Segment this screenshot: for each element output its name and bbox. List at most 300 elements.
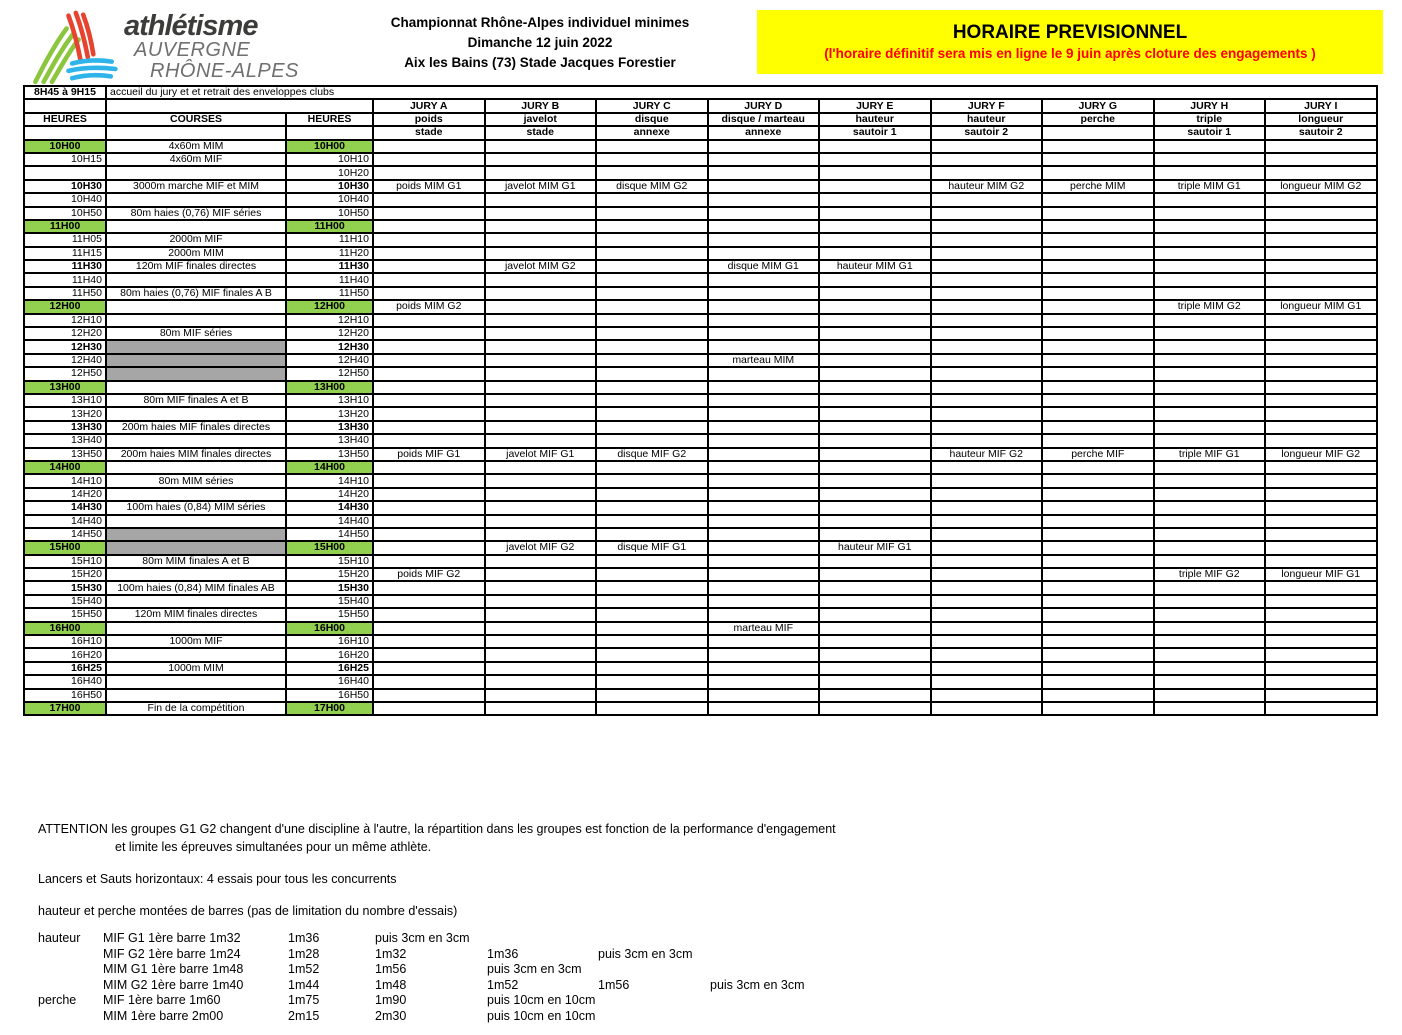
jury-cell xyxy=(1042,367,1154,380)
jury-cell xyxy=(819,394,931,407)
jury-cell xyxy=(931,233,1043,246)
jury-cell xyxy=(485,367,597,380)
bar-event-label: hauteur xyxy=(38,931,81,945)
banner-subtitle: (l'horaire définitif sera mis en ligne le 9 juin après cloture des engagements ) xyxy=(824,46,1316,61)
jury-cell xyxy=(1154,220,1266,233)
schedule-row xyxy=(24,166,1377,179)
empty-cell xyxy=(106,99,373,112)
schedule-row xyxy=(24,381,1377,394)
time-cell-left: 10H00 xyxy=(24,140,106,153)
event-title-block xyxy=(330,13,750,73)
bar-cell: 1m56 xyxy=(598,977,630,992)
jury-cell: poids MIM G2 xyxy=(373,300,485,313)
jury-cell xyxy=(931,287,1043,300)
jury-cell xyxy=(596,635,708,648)
column-header-row xyxy=(24,113,1377,126)
course-cell: 2000m MIM xyxy=(106,247,286,260)
jury-cell xyxy=(1265,233,1377,246)
jury-cell xyxy=(931,407,1043,420)
course-cell: 80m MIM finales A et B xyxy=(106,555,286,568)
logo-text xyxy=(124,12,299,82)
bar-cell xyxy=(710,947,804,963)
jury-cell xyxy=(1042,394,1154,407)
bar-cell: puis 3cm en 3cm xyxy=(375,931,470,945)
jury-cell xyxy=(596,421,708,434)
course-cell: 4x60m MIM xyxy=(106,140,286,153)
jury-cell xyxy=(596,461,708,474)
accueil-row xyxy=(24,86,1377,99)
course-cell xyxy=(106,220,286,233)
jury-cell xyxy=(1265,394,1377,407)
jury-cell xyxy=(819,193,931,206)
jury-cell xyxy=(1154,367,1266,380)
jury-cell xyxy=(708,448,820,461)
jury-cell xyxy=(708,180,820,193)
time-cell-left: 14H00 xyxy=(24,461,106,474)
jury-cell xyxy=(373,488,485,501)
jury-cell xyxy=(1042,581,1154,594)
bar-cell: 2m30 xyxy=(375,1008,407,1023)
time-cell-right: 11H50 xyxy=(286,287,373,300)
schedule-row xyxy=(24,461,1377,474)
jury-event-header: hauteur xyxy=(931,113,1043,126)
jury-cell xyxy=(708,434,820,447)
jury-venue-header: sautoir 2 xyxy=(1265,126,1377,139)
time-cell-right: 16H10 xyxy=(286,635,373,648)
time-cell-left: 16H20 xyxy=(24,648,106,661)
jury-cell xyxy=(819,287,931,300)
time-cell-right: 13H30 xyxy=(286,421,373,434)
jury-cell xyxy=(819,474,931,487)
banner-title: HORAIRE PREVISIONNEL xyxy=(952,22,1188,43)
jury-cell xyxy=(485,140,597,153)
bar-cell: 1m36 xyxy=(487,946,519,961)
jury-cell xyxy=(485,421,597,434)
jury-cell xyxy=(708,300,820,313)
jury-cell xyxy=(931,662,1043,675)
jury-cell xyxy=(819,354,931,367)
jury-cell xyxy=(373,555,485,568)
jury-cell xyxy=(819,702,931,715)
jury-cell xyxy=(1154,581,1266,594)
time-cell-left: 15H00 xyxy=(24,541,106,554)
schedule-row xyxy=(24,675,1377,688)
schedule-row xyxy=(24,568,1377,581)
schedule-row xyxy=(24,327,1377,340)
jury-cell xyxy=(1265,421,1377,434)
jury-cell xyxy=(1042,675,1154,688)
jury-cell xyxy=(708,595,820,608)
jury-cell xyxy=(1154,474,1266,487)
jury-cell xyxy=(596,367,708,380)
jury-cell xyxy=(373,327,485,340)
jury-cell xyxy=(708,327,820,340)
jury-cell xyxy=(819,608,931,621)
bar-cell: 1m32 xyxy=(375,946,407,961)
jury-cell xyxy=(596,314,708,327)
jury-cell xyxy=(1265,528,1377,541)
jury-cell xyxy=(1154,354,1266,367)
heures-left-header: HEURES xyxy=(24,113,106,126)
course-cell: 120m MIM finales directes xyxy=(106,608,286,621)
jury-cell xyxy=(1154,421,1266,434)
jury-cell xyxy=(596,381,708,394)
jury-cell xyxy=(819,367,931,380)
jury-cell: perche MIM xyxy=(1042,180,1154,193)
jury-cell xyxy=(1265,474,1377,487)
jury-cell xyxy=(485,635,597,648)
jury-cell xyxy=(596,648,708,661)
jury-name-header: JURY H xyxy=(1154,99,1266,112)
schedule-row xyxy=(24,434,1377,447)
note-lancers: Lancers et Sauts horizontaux: 4 essais pour tous les concurrents xyxy=(38,872,397,886)
jury-cell xyxy=(1042,461,1154,474)
bar-cell xyxy=(598,962,710,978)
course-cell xyxy=(106,434,286,447)
jury-cell xyxy=(1154,314,1266,327)
jury-cell xyxy=(1042,608,1154,621)
schedule-row xyxy=(24,340,1377,353)
jury-cell xyxy=(1154,662,1266,675)
time-cell-left: 16H10 xyxy=(24,635,106,648)
jury-cell xyxy=(1265,407,1377,420)
time-cell-right: 14H20 xyxy=(286,488,373,501)
jury-cell xyxy=(1265,207,1377,220)
jury-cell xyxy=(373,515,485,528)
jury-cell xyxy=(485,207,597,220)
bar-cell xyxy=(598,993,710,1009)
time-cell-right: 10H20 xyxy=(286,166,373,179)
jury-cell xyxy=(931,648,1043,661)
jury-cell xyxy=(1265,314,1377,327)
jury-cell xyxy=(708,555,820,568)
jury-cell xyxy=(819,568,931,581)
jury-cell xyxy=(819,314,931,327)
empty-cell xyxy=(106,126,286,139)
jury-cell xyxy=(485,555,597,568)
jury-cell xyxy=(708,689,820,702)
jury-cell xyxy=(1154,648,1266,661)
course-cell: 80m haies (0,76) MIF séries xyxy=(106,207,286,220)
time-cell-right: 15H30 xyxy=(286,581,373,594)
jury-cell xyxy=(485,273,597,286)
jury-cell xyxy=(1042,407,1154,420)
jury-cell xyxy=(373,233,485,246)
jury-cell xyxy=(819,233,931,246)
jury-cell xyxy=(485,474,597,487)
time-cell-right: 13H40 xyxy=(286,434,373,447)
jury-cell xyxy=(1154,153,1266,166)
jury-cell xyxy=(708,501,820,514)
jury-cell: javelot MIM G2 xyxy=(485,260,597,273)
jury-cell xyxy=(1154,622,1266,635)
bar-cell xyxy=(487,931,598,947)
jury-cell xyxy=(1042,528,1154,541)
jury-cell xyxy=(1265,608,1377,621)
course-cell: 2000m MIF xyxy=(106,233,286,246)
jury-cell xyxy=(931,207,1043,220)
jury-cell xyxy=(1265,140,1377,153)
jury-cell xyxy=(596,394,708,407)
bar-cell: 1m28 xyxy=(288,946,320,961)
jury-cell xyxy=(373,528,485,541)
jury-cell xyxy=(485,622,597,635)
jury-cell xyxy=(1042,314,1154,327)
schedule-row xyxy=(24,421,1377,434)
jury-cell xyxy=(1042,702,1154,715)
jury-cell xyxy=(485,515,597,528)
jury-cell xyxy=(1042,207,1154,220)
jury-cell: poids MIM G1 xyxy=(373,180,485,193)
jury-cell xyxy=(819,407,931,420)
jury-cell: perche MIF xyxy=(1042,448,1154,461)
jury-cell xyxy=(1265,595,1377,608)
jury-name-header: JURY F xyxy=(931,99,1043,112)
jury-cell xyxy=(1154,541,1266,554)
jury-cell xyxy=(373,140,485,153)
jury-cell xyxy=(931,394,1043,407)
jury-event-header: javelot xyxy=(485,113,597,126)
course-cell: 1000m MIF xyxy=(106,635,286,648)
jury-cell xyxy=(485,568,597,581)
jury-cell: marteau MIM xyxy=(708,354,820,367)
jury-cell xyxy=(931,541,1043,554)
jury-cell xyxy=(1265,461,1377,474)
jury-cell xyxy=(708,193,820,206)
jury-cell xyxy=(373,702,485,715)
course-cell: 200m haies MIM finales directes xyxy=(106,448,286,461)
course-cell xyxy=(106,300,286,313)
jury-cell xyxy=(596,474,708,487)
bar-cell: MIM G1 1ère barre 1m48 xyxy=(103,962,244,977)
jury-cell xyxy=(708,461,820,474)
jury-cell xyxy=(373,407,485,420)
jury-cell xyxy=(1265,327,1377,340)
bar-cell: MIM 1ère barre 2m00 xyxy=(103,1008,224,1023)
jury-cell xyxy=(1265,193,1377,206)
schedule-table xyxy=(23,85,1378,716)
time-cell-left xyxy=(24,166,106,179)
jury-cell xyxy=(1154,515,1266,528)
schedule-row xyxy=(24,608,1377,621)
jury-cell xyxy=(708,608,820,621)
jury-cell xyxy=(485,675,597,688)
jury-cell xyxy=(708,568,820,581)
jury-event-header: hauteur xyxy=(819,113,931,126)
time-cell-left: 13H30 xyxy=(24,421,106,434)
schedule-row xyxy=(24,287,1377,300)
bar-row xyxy=(38,993,804,1009)
jury-cell xyxy=(1042,622,1154,635)
jury-cell xyxy=(1042,260,1154,273)
jury-cell xyxy=(1154,340,1266,353)
course-cell xyxy=(106,407,286,420)
jury-cell xyxy=(373,689,485,702)
bar-cell: puis 3cm en 3cm xyxy=(598,946,693,961)
jury-cell xyxy=(931,220,1043,233)
jury-cell xyxy=(373,635,485,648)
time-cell-right: 12H50 xyxy=(286,367,373,380)
bar-event-label xyxy=(38,1009,103,1025)
jury-cell xyxy=(485,407,597,420)
course-cell: 3000m marche MIF et MIM xyxy=(106,180,286,193)
time-cell-left: 12H20 xyxy=(24,327,106,340)
jury-venue-row xyxy=(24,126,1377,139)
jury-cell: triple MIM G2 xyxy=(1154,300,1266,313)
schedule-row xyxy=(24,515,1377,528)
jury-cell: hauteur MIM G1 xyxy=(819,260,931,273)
jury-cell xyxy=(1042,421,1154,434)
time-cell-right: 14H40 xyxy=(286,515,373,528)
jury-cell xyxy=(373,193,485,206)
empty-cell xyxy=(24,126,106,139)
logo-word-athletisme: athlétisme xyxy=(124,10,258,42)
jury-cell xyxy=(819,555,931,568)
jury-cell xyxy=(596,595,708,608)
jury-cell xyxy=(485,394,597,407)
jury-cell xyxy=(931,367,1043,380)
bar-heights-table xyxy=(38,931,804,1025)
bar-cell xyxy=(710,993,804,1009)
time-cell-right: 15H10 xyxy=(286,555,373,568)
time-cell-left: 12H30 xyxy=(24,340,106,353)
jury-cell xyxy=(708,662,820,675)
bar-cell: 1m48 xyxy=(375,977,407,992)
jury-cell xyxy=(373,273,485,286)
jury-cell xyxy=(819,461,931,474)
jury-venue-header: stade xyxy=(485,126,597,139)
jury-cell xyxy=(485,220,597,233)
jury-cell xyxy=(1042,434,1154,447)
jury-cell xyxy=(708,474,820,487)
event-title: Championnat Rhône-Alpes individuel minimes xyxy=(390,15,690,30)
course-cell: 80m MIM séries xyxy=(106,474,286,487)
jury-cell xyxy=(819,153,931,166)
jury-cell xyxy=(373,675,485,688)
jury-event-header: triple xyxy=(1154,113,1266,126)
jury-cell: hauteur MIF G1 xyxy=(819,541,931,554)
jury-cell xyxy=(819,581,931,594)
jury-cell xyxy=(596,689,708,702)
jury-cell xyxy=(485,153,597,166)
jury-cell xyxy=(1265,541,1377,554)
course-cell xyxy=(106,354,286,367)
jury-cell xyxy=(1154,501,1266,514)
jury-cell: javelot MIF G1 xyxy=(485,448,597,461)
time-cell-left: 16H00 xyxy=(24,622,106,635)
jury-cell xyxy=(819,180,931,193)
jury-cell xyxy=(596,515,708,528)
jury-cell xyxy=(373,314,485,327)
jury-cell xyxy=(373,434,485,447)
schedule-row xyxy=(24,260,1377,273)
horaire-previsionnel-banner xyxy=(757,10,1383,74)
jury-cell xyxy=(708,233,820,246)
course-cell xyxy=(106,675,286,688)
schedule-row xyxy=(24,247,1377,260)
courses-header: COURSES xyxy=(106,113,286,126)
jury-cell xyxy=(1042,541,1154,554)
jury-cell xyxy=(1154,207,1266,220)
jury-cell: poids MIF G2 xyxy=(373,568,485,581)
jury-cell xyxy=(485,327,597,340)
jury-cell xyxy=(373,287,485,300)
jury-cell xyxy=(819,273,931,286)
course-cell xyxy=(106,528,286,541)
jury-cell: longueur MIF G1 xyxy=(1265,568,1377,581)
jury-cell xyxy=(1154,635,1266,648)
bar-cell xyxy=(710,1009,804,1025)
bar-cell: puis 3cm en 3cm xyxy=(710,977,805,992)
jury-venue-header: sautoir 2 xyxy=(931,126,1043,139)
jury-cell xyxy=(596,528,708,541)
bar-cell: 1m52 xyxy=(487,977,519,992)
bar-row xyxy=(38,931,804,947)
jury-cell xyxy=(1265,689,1377,702)
time-cell-right: 16H50 xyxy=(286,689,373,702)
bar-cell: 1m75 xyxy=(288,993,320,1008)
course-cell: Fin de la compétition xyxy=(106,702,286,715)
time-cell-right: 14H10 xyxy=(286,474,373,487)
jury-cell xyxy=(1265,515,1377,528)
course-cell: 200m haies MIF finales directes xyxy=(106,421,286,434)
jury-cell xyxy=(708,648,820,661)
jury-cell: javelot MIM G1 xyxy=(485,180,597,193)
time-cell-right: 12H00 xyxy=(286,300,373,313)
note-groups-line2: et limite les épreuves simultanées pour un même athlète. xyxy=(115,840,432,854)
jury-cell xyxy=(931,568,1043,581)
time-cell-right: 13H20 xyxy=(286,407,373,420)
bar-cell xyxy=(710,931,804,947)
jury-cell xyxy=(819,675,931,688)
jury-cell xyxy=(596,140,708,153)
course-cell: 100m haies (0,84) MIM séries xyxy=(106,501,286,514)
bar-cell xyxy=(710,962,804,978)
schedule-row xyxy=(24,595,1377,608)
jury-cell xyxy=(485,662,597,675)
jury-cell xyxy=(1265,381,1377,394)
schedule-row xyxy=(24,140,1377,153)
jury-cell xyxy=(708,541,820,554)
jury-cell xyxy=(931,247,1043,260)
jury-cell xyxy=(708,340,820,353)
time-cell-left: 16H25 xyxy=(24,662,106,675)
jury-cell xyxy=(485,354,597,367)
jury-cell xyxy=(485,689,597,702)
jury-cell xyxy=(485,193,597,206)
jury-cell xyxy=(1154,394,1266,407)
time-cell-right: 11H30 xyxy=(286,260,373,273)
jury-cell xyxy=(1154,233,1266,246)
time-cell-right: 11H00 xyxy=(286,220,373,233)
jury-cell xyxy=(819,501,931,514)
jury-cell xyxy=(373,367,485,380)
jury-cell xyxy=(1265,648,1377,661)
jury-cell: javelot MIF G2 xyxy=(485,541,597,554)
jury-cell xyxy=(596,166,708,179)
event-venue: Aix les Bains (73) Stade Jacques Forestier xyxy=(404,55,676,70)
jury-cell xyxy=(819,595,931,608)
jury-cell xyxy=(931,501,1043,514)
bar-cell: 1m44 xyxy=(288,977,320,992)
jury-cell xyxy=(1042,568,1154,581)
schedule-row xyxy=(24,555,1377,568)
jury-cell xyxy=(485,300,597,313)
bar-cell: MIF G2 1ère barre 1m24 xyxy=(103,946,241,961)
schedule-row xyxy=(24,153,1377,166)
jury-cell xyxy=(931,595,1043,608)
jury-cell xyxy=(931,635,1043,648)
